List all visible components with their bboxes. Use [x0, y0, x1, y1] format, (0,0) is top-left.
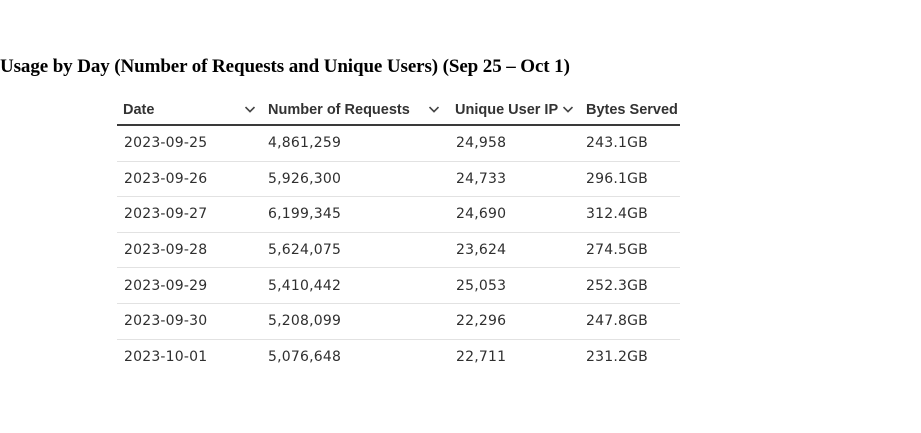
cell-bytes-served: 312.4GB: [586, 206, 648, 223]
table-row: [117, 126, 680, 162]
table-row: [117, 197, 680, 233]
cell-date: 2023-09-27: [124, 206, 208, 223]
table-row: [117, 304, 680, 340]
table-row: [117, 233, 680, 269]
cell-date: 2023-09-25: [124, 135, 208, 152]
cell-number-of-requests: 4,861,259: [268, 135, 342, 152]
cell-date: 2023-09-30: [124, 313, 208, 330]
cell-unique-user-ip: 22,296: [456, 313, 507, 330]
cell-number-of-requests: 5,926,300: [268, 170, 342, 187]
cell-bytes-served: 296.1GB: [586, 170, 648, 187]
column-header-label: Date: [123, 101, 155, 118]
cell-unique-user-ip: 25,053: [456, 277, 507, 294]
cell-bytes-served: 243.1GB: [586, 135, 648, 152]
cell-number-of-requests: 6,199,345: [268, 206, 342, 223]
table-row: [117, 340, 680, 376]
cell-unique-user-ip: 23,624: [456, 242, 507, 259]
column-header-label: Number of Requests: [268, 101, 410, 118]
table-row: [117, 268, 680, 304]
column-header-label: Bytes Served: [586, 101, 678, 118]
cell-date: 2023-09-26: [124, 170, 208, 187]
cell-number-of-requests: 5,208,099: [268, 313, 342, 330]
usage-table: [117, 95, 680, 375]
cell-bytes-served: 274.5GB: [586, 242, 648, 259]
chevron-down-icon[interactable]: [244, 105, 256, 113]
table-row: [117, 162, 680, 198]
cell-date: 2023-09-28: [124, 242, 208, 259]
cell-bytes-served: 231.2GB: [586, 349, 648, 366]
column-header-unique-user-ip[interactable]: [449, 95, 580, 124]
column-header-date[interactable]: [117, 95, 262, 124]
cell-bytes-served: 252.3GB: [586, 277, 648, 294]
page-title: Usage by Day (Number of Requests and Unique Users) (Sep 25 – Oct 1): [0, 56, 570, 77]
cell-date: 2023-09-29: [124, 277, 208, 294]
cell-number-of-requests: 5,624,075: [268, 242, 342, 259]
cell-number-of-requests: 5,076,648: [268, 349, 342, 366]
column-header-bytes-served[interactable]: [580, 95, 680, 124]
cell-unique-user-ip: 24,690: [456, 206, 507, 223]
column-header-label: Unique User IP: [455, 101, 559, 118]
cell-number-of-requests: 5,410,442: [268, 277, 342, 294]
cell-date: 2023-10-01: [124, 349, 208, 366]
table-header: [117, 95, 680, 126]
column-header-number-of-requests[interactable]: [262, 95, 449, 124]
chevron-down-icon[interactable]: [562, 105, 574, 113]
cell-unique-user-ip: 24,733: [456, 170, 507, 187]
cell-unique-user-ip: 22,711: [456, 349, 507, 366]
cell-bytes-served: 247.8GB: [586, 313, 648, 330]
chevron-down-icon[interactable]: [428, 105, 440, 113]
cell-unique-user-ip: 24,958: [456, 135, 507, 152]
